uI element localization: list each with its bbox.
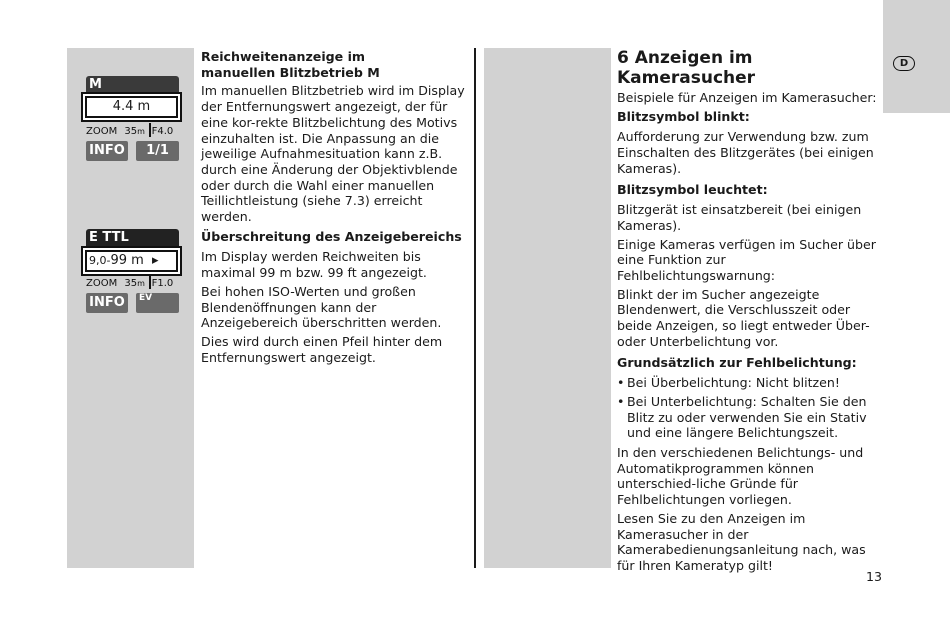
paragraph-lesen: Lesen Sie zu den Anzeigen im Kamerasucher in der Kamerabedienungsanleitung nach, was für Ihren Kameratyp gilt! — [617, 510, 866, 573]
bullet-text: Bei Überbelichtung: Nicht blitzen! — [627, 375, 840, 391]
range-value-box — [85, 250, 178, 272]
zoom-label: ZOOM — [86, 126, 118, 137]
bullet-text: Bei Unterbelichtung: Schalten Sie den Blitz zu oder verwenden Sie ein Stativ und eine längere Belichtungszeit. — [627, 393, 867, 441]
flash-display-ettl — [86, 229, 179, 315]
paragraph-blinkt: Aufforderung zur Verwendung bzw. zum Einschalten des Blitzgerätes (bei einigen Kameras). — [617, 129, 874, 176]
info-button[interactable]: INFO — [86, 141, 128, 161]
paragraph-manual: Im manuellen Blitzbetrieb wird im Display der Entfernungswert angezeigt, der für eine kor-rekte Blitzbelichtung des Motivs einzuhalten ist. Die Anpassung an die jeweilige Aufnahmesituation kann z.B. durch eine Änderung der Objektivblende oder durch die Wahl einer manuellen Teillichtleistung (siehe 7.3) erreicht werden. — [201, 83, 465, 225]
bullet-item — [617, 375, 883, 391]
zoom-readout — [86, 123, 173, 137]
section-heading-overflow: Überschreitung des Anzeigebereichs — [201, 228, 462, 244]
zoom-label: ZOOM — [86, 278, 118, 289]
zoom-readout — [86, 275, 173, 289]
aperture-value: F1.0 — [151, 278, 174, 289]
language-tab-panel — [883, 0, 950, 113]
zoom-separator — [149, 275, 151, 289]
left-text-column — [201, 49, 469, 369]
middle-sidebar-panel — [484, 48, 611, 568]
ratio-button[interactable]: 1/1 — [136, 141, 179, 161]
range-to: 99 m — [110, 253, 144, 268]
language-badge — [893, 56, 915, 71]
paragraph-warnung: Einige Kameras verfügen im Sucher über eine Funktion zur Fehlbelichtungswarnung: — [617, 236, 876, 284]
bullet-dot-icon: • — [617, 375, 625, 391]
paragraph-iso: Bei hohen ISO-Werten und großen Blendenöffnungen kann der Anzeigebereich überschritten werden. — [201, 283, 442, 331]
right-text-column — [617, 48, 883, 578]
page-title: 6 Anzeigen im Kamerasucher — [617, 48, 756, 88]
heading-blinkt: Blitzsymbol blinkt: — [617, 108, 750, 124]
paragraph-range-limit: Im Display werden Reichweiten bis maximal 99 m bzw. 99 ft angezeigt. — [201, 249, 427, 281]
range-from: 9,0- — [89, 254, 111, 267]
section-heading-manual: Reichweitenanzeige im manuellen Blitzbetrieb M — [201, 49, 380, 80]
zoom-value: 35 — [124, 126, 138, 137]
ev-button[interactable] — [136, 293, 179, 313]
bullet-item — [617, 394, 883, 441]
zoom-value: 35 — [124, 278, 138, 289]
heading-leuchtet: Blitzsymbol leuchtet: — [617, 181, 768, 197]
paragraph-gruende: In den verschiedenen Belichtungs- und Automatikprogrammen können unterschied-liche Gründe für Fehlbelichtungen vorliegen. — [617, 445, 864, 508]
display-mode-header: E TTL — [86, 229, 179, 246]
paragraph-blende: Blinkt der im Sucher angezeigte Blendenwert, die Verschlusszeit oder beide Anzeigen, so liegt entweder Über- oder Unterbelichtung vor. — [617, 286, 870, 349]
info-button[interactable]: INFO — [86, 293, 128, 313]
language-badge-label: D — [899, 58, 909, 69]
zoom-unit: m — [137, 127, 145, 136]
zoom-separator — [149, 123, 151, 137]
paragraph-leuchtet: Blitzgerät ist einsatzbereit (bei einigen Kameras). — [617, 202, 862, 233]
display-mode-header: M — [86, 76, 179, 93]
distance-value: 4.4 m — [112, 99, 151, 114]
aperture-value: F4.0 — [151, 126, 174, 137]
distance-value-box — [85, 96, 178, 118]
intro-text: Beispiele für Anzeigen im Kamerasucher: — [617, 90, 877, 105]
column-divider — [474, 48, 476, 568]
flash-display-manual — [86, 76, 179, 162]
page-number: 13 — [866, 569, 883, 584]
zoom-unit: m — [137, 279, 145, 288]
paragraph-arrow: Dies wird durch einen Pfeil hinter dem Entfernungswert angezeigt. — [201, 333, 443, 365]
heading-grundsaetzlich: Grundsätzlich zur Fehlbelichtung: — [617, 354, 857, 370]
bullet-dot-icon: • — [617, 393, 625, 409]
overflow-arrow-icon: ▸ — [151, 253, 159, 268]
ev-label: EV — [139, 293, 153, 303]
